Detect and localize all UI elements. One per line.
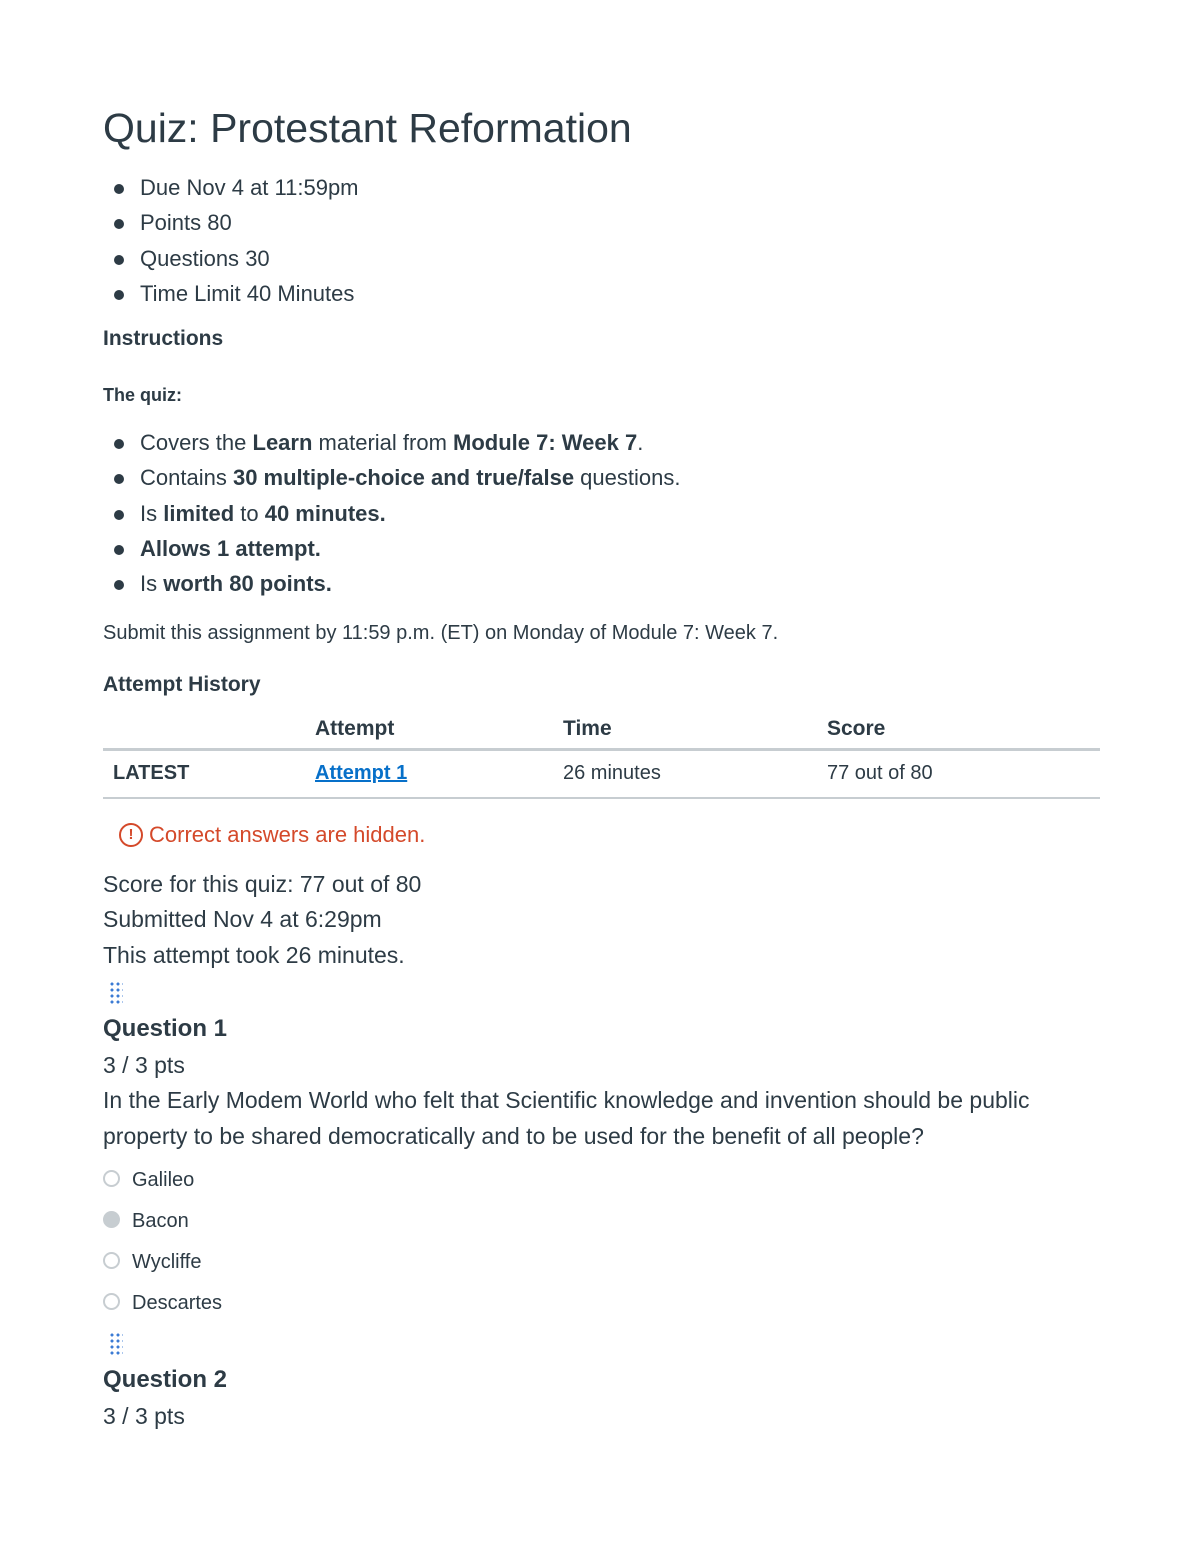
answer-label: Bacon <box>132 1210 189 1233</box>
warning-icon: ! <box>119 823 143 847</box>
instr-bold: limited <box>163 500 235 526</box>
instr-text: Covers the <box>140 430 253 456</box>
meta-time-limit-label: Time Limit <box>140 280 241 306</box>
attempt-history-table <box>103 710 1100 799</box>
answer-label: Galileo <box>132 1169 195 1192</box>
quiz-score: Score for this quiz: 77 out of 80 <box>103 870 422 897</box>
latest-tag: LATEST <box>103 749 315 798</box>
score-summary <box>103 867 1100 974</box>
meta-due-value: Nov 4 at 11:59pm <box>186 175 359 200</box>
answer-label: Descartes <box>132 1292 223 1315</box>
question-2-points: 3 / 3 pts <box>103 1403 185 1430</box>
instr-bold: Module 7: Week 7 <box>453 430 638 456</box>
instr-text: Is <box>140 571 164 597</box>
table-header-score: Score <box>827 710 1100 750</box>
table-row <box>103 749 1100 798</box>
instr-text: to <box>234 500 265 526</box>
question-1-title: Question 1 <box>103 1015 228 1043</box>
instr-bold: 40 minutes. <box>264 500 386 526</box>
answers-hidden-text: Correct answers are hidden. <box>149 821 426 847</box>
instr-bold: 30 multiple-choice and true/false <box>232 465 575 491</box>
meta-points-label: Points <box>140 210 202 236</box>
question-2-title: Question 2 <box>103 1366 228 1394</box>
answer-option[interactable] <box>103 1201 1100 1242</box>
table-header-blank <box>103 710 315 750</box>
question-1-answers <box>103 1160 1100 1324</box>
instruction-contains <box>103 460 1100 495</box>
submit-note: Submit this assignment by 11:59 p.m. (ET) on Monday of Module 7: Week 7. <box>103 621 779 644</box>
attempt-1-link[interactable]: Attempt 1 <box>315 762 408 785</box>
page-title: Quiz: Protestant Reformation <box>103 105 632 151</box>
meta-questions <box>103 241 1100 276</box>
instr-text: questions. <box>574 465 681 491</box>
radio-icon[interactable] <box>103 1293 120 1310</box>
drag-handle-icon[interactable] <box>109 981 123 1005</box>
table-header-attempt: Attempt <box>315 710 563 750</box>
table-header-time: Time <box>563 710 827 750</box>
radio-selected-icon[interactable] <box>103 1211 120 1228</box>
score-cell: 77 out of 80 <box>827 749 1100 798</box>
instructions-heading: Instructions <box>103 327 224 351</box>
meta-time-limit <box>103 276 1100 311</box>
meta-due <box>103 170 1100 205</box>
meta-points-value: 80 <box>207 210 232 236</box>
drag-handle-icon[interactable] <box>109 1332 123 1356</box>
instruction-covers <box>103 425 1100 460</box>
attempt-duration: This attempt took 26 minutes. <box>103 941 405 968</box>
meta-due-label: Due <box>140 175 181 200</box>
table-header-row <box>103 710 1100 750</box>
answer-option[interactable] <box>103 1283 1100 1324</box>
quiz-meta-list <box>103 170 1100 311</box>
question-1-points: 3 / 3 pts <box>103 1052 185 1079</box>
meta-time-limit-value: 40 Minutes <box>246 280 355 306</box>
instr-text: material from <box>312 430 454 456</box>
answer-option[interactable] <box>103 1242 1100 1283</box>
instr-text: Is <box>140 500 164 526</box>
answers-hidden-notice <box>119 819 1100 851</box>
instr-bold: Allows 1 attempt. <box>140 536 321 562</box>
instruction-allows <box>103 531 1100 566</box>
instr-text: Contains <box>140 465 233 491</box>
time-cell: 26 minutes <box>563 749 827 798</box>
meta-points <box>103 205 1100 240</box>
question-1-text: In the Early Modem World who felt that Scientific knowledge and invention should be public property to be shared democratically and to be used for the benefit of all people? <box>103 1087 1030 1149</box>
attempt-cell <box>315 749 563 798</box>
instructions-list <box>103 425 1100 601</box>
the-quiz-label: The quiz: <box>103 385 182 406</box>
answer-option[interactable] <box>103 1160 1100 1201</box>
instruction-limited <box>103 496 1100 531</box>
answer-label: Wycliffe <box>132 1251 202 1274</box>
instruction-worth <box>103 566 1100 601</box>
attempt-history-heading: Attempt History <box>103 672 261 696</box>
radio-icon[interactable] <box>103 1252 120 1269</box>
radio-icon[interactable] <box>103 1170 120 1187</box>
quiz-content <box>103 100 1100 1434</box>
submitted-time: Submitted Nov 4 at 6:29pm <box>103 906 382 933</box>
instr-bold: worth 80 points. <box>163 571 332 597</box>
instr-bold: Learn <box>252 430 313 456</box>
meta-questions-label: Questions <box>140 245 240 271</box>
instr-text: . <box>637 430 644 456</box>
meta-questions-value: 30 <box>245 245 270 271</box>
